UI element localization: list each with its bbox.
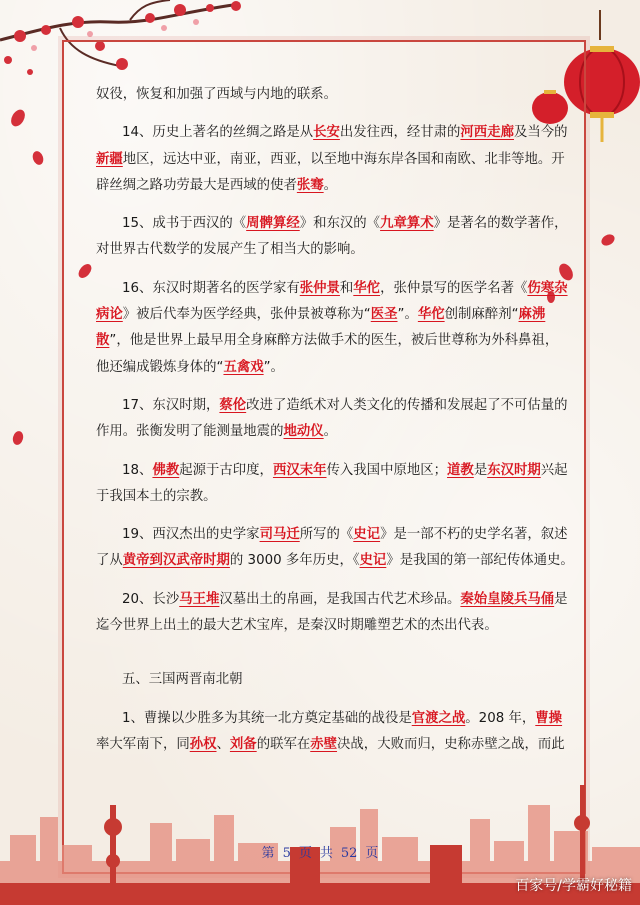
keyword-highlight: 九章算术 [380, 216, 434, 232]
text-run: 的 3000 多年历史，《 [229, 553, 360, 569]
text-run: 、 [216, 736, 230, 752]
text-line [96, 328, 558, 354]
keyword-highlight: 伤寒杂 [527, 280, 568, 296]
text-line [96, 419, 558, 445]
text-run: 改进了造纸术对人类文化的传播和发展起了不可估量的 [246, 397, 568, 413]
text-run: 。208 年， [465, 710, 536, 726]
text-line [96, 211, 568, 237]
keyword-highlight: 病论 [96, 307, 123, 323]
text-run: 了从 [96, 553, 123, 569]
text-run: 地区，远达中亚，南亚，西亚，以至地中海东岸各国和南欧、北非等地。开 [122, 151, 565, 167]
text-run: 他还编成锻炼身体的“ [96, 359, 224, 375]
keyword-highlight: 张仲景 [299, 280, 340, 296]
text-run: 19、西汉杰出的史学家 [122, 527, 260, 543]
text-run: 16、东汉时期著名的医学家有 [122, 280, 300, 296]
keyword-highlight: 长安 [313, 125, 340, 141]
text-run: 17、东汉时期， [122, 397, 220, 413]
text-line [96, 706, 563, 732]
page-number: 第 5 页 共 52 页 [261, 846, 379, 861]
text-line [96, 82, 558, 108]
keyword-highlight: 司马迁 [259, 527, 300, 543]
text-run: 起源于古印度， [179, 462, 273, 478]
keyword-highlight: 秦始皇陵兵马俑 [460, 591, 555, 607]
text-line [96, 302, 558, 328]
text-line [96, 237, 558, 263]
text-line [96, 587, 568, 613]
text-run: 14、历史上著名的丝绸之路是从 [122, 125, 314, 141]
keyword-highlight: 河西走廊 [460, 125, 514, 141]
source-watermark: 百家号/学霸好秘籍 [515, 878, 632, 894]
text-line [96, 458, 568, 484]
document-body [96, 82, 574, 758]
text-run: 15、成书于西汉的《 [122, 216, 247, 232]
text-run: 。 [323, 424, 338, 440]
text-line [96, 147, 565, 173]
keyword-highlight: 马王堆 [179, 591, 220, 607]
text-run: 五、三国两晋南北朝 [122, 672, 243, 688]
keyword-highlight: 医圣 [370, 307, 398, 323]
text-run: 传入我国中原地区； [326, 462, 448, 478]
keyword-highlight: 东汉时期 [487, 462, 541, 478]
text-run: 18、 [122, 462, 153, 478]
keyword-highlight: 新疆 [96, 151, 123, 167]
text-run: 对世界古代数学的发展产生了相当大的影响。 [96, 242, 364, 258]
text-run: 是 [554, 591, 568, 607]
text-run: ”，他是世界上最早用全身麻醉方法做手术的医生，被后世尊称为外科鼻祖， [109, 333, 559, 349]
keyword-highlight: 曹操 [535, 710, 563, 726]
text-run: 兴起 [540, 462, 568, 478]
text-run: 所写的《 [299, 527, 354, 543]
text-run: 的联军在 [256, 736, 311, 752]
petal-icon [30, 150, 46, 166]
keyword-highlight: 地动仪 [283, 424, 324, 440]
text-run: 和 [339, 280, 354, 296]
text-run: 》是我国的第一部纪传体通史。 [386, 553, 574, 569]
section-heading [96, 667, 558, 693]
text-run: 率大军南下，同 [96, 736, 190, 752]
keyword-highlight: 史记 [359, 553, 387, 569]
keyword-highlight: 周髀算经 [246, 216, 300, 232]
keyword-highlight: 华佗 [417, 307, 445, 323]
keyword-highlight: 佛教 [152, 462, 180, 478]
text-run: 20、长沙 [122, 591, 180, 607]
text-run: ，张仲景写的医学名著《 [380, 280, 528, 296]
text-line [96, 355, 558, 381]
text-line [96, 173, 558, 199]
keyword-highlight: 华佗 [353, 280, 381, 296]
keyword-highlight: 道教 [447, 462, 474, 478]
text-run: 。 [323, 177, 338, 193]
petal-icon [600, 232, 616, 248]
text-line [96, 393, 568, 419]
keyword-highlight: 刘备 [229, 736, 257, 752]
text-run: 迄今世界上出土的最大艺术宝库，是秦汉时期雕塑艺术的杰出代表。 [96, 618, 498, 634]
text-run: 出发往西，经甘肃的 [339, 125, 461, 141]
text-run: 及当今的 [513, 125, 568, 141]
text-line [96, 484, 558, 510]
text-run: 》是一部不朽的史学名著，叙述 [380, 527, 568, 543]
keyword-highlight: 赤壁 [310, 736, 338, 752]
text-run: 于我国本土的宗教。 [96, 488, 217, 504]
text-run: 》和东汉的《 [299, 216, 381, 232]
text-line [96, 522, 568, 548]
petal-icon [10, 430, 26, 446]
keyword-highlight: 麻沸 [518, 307, 546, 323]
text-run: 辟丝绸之路功劳最大是西域的使者 [96, 177, 297, 193]
keyword-highlight: 官渡之战 [411, 710, 466, 726]
text-run: 决战，大败而归，史称赤壁之战，而此 [337, 736, 565, 752]
text-run: 是 [473, 462, 488, 478]
text-run: 》被后代奉为医学经典，张仲景被尊称为“ [122, 307, 371, 323]
text-line [96, 276, 568, 302]
keyword-highlight: 史记 [353, 527, 381, 543]
text-run: 创制麻醉剂“ [444, 307, 519, 323]
text-run: 1、曹操以少胜多为其统一北方奠定基础的战役是 [122, 710, 412, 726]
keyword-highlight: 孙权 [189, 736, 217, 752]
text-line [96, 120, 568, 146]
text-run: ”。 [397, 307, 418, 323]
keyword-highlight: 张骞 [296, 177, 324, 193]
petal-icon [8, 108, 28, 128]
keyword-highlight: 西汉末年 [272, 462, 327, 478]
text-line [96, 732, 565, 758]
text-run: 奴役，恢复和加强了西域与内地的联系。 [96, 87, 338, 102]
text-line [96, 613, 558, 639]
text-run: 作用。张衡发明了能测量地震的 [96, 424, 284, 440]
keyword-highlight: 五禽戏 [223, 359, 264, 375]
text-run: 汉墓出土的帛画，是我国古代艺术珍品。 [219, 591, 461, 607]
keyword-highlight: 散 [96, 333, 110, 349]
text-run: 》是著名的数学著作， [433, 216, 568, 232]
text-line [96, 548, 574, 574]
keyword-highlight: 黄帝到汉武帝时期 [122, 553, 230, 569]
keyword-highlight: 蔡伦 [219, 397, 247, 413]
text-run: ”。 [263, 359, 284, 375]
